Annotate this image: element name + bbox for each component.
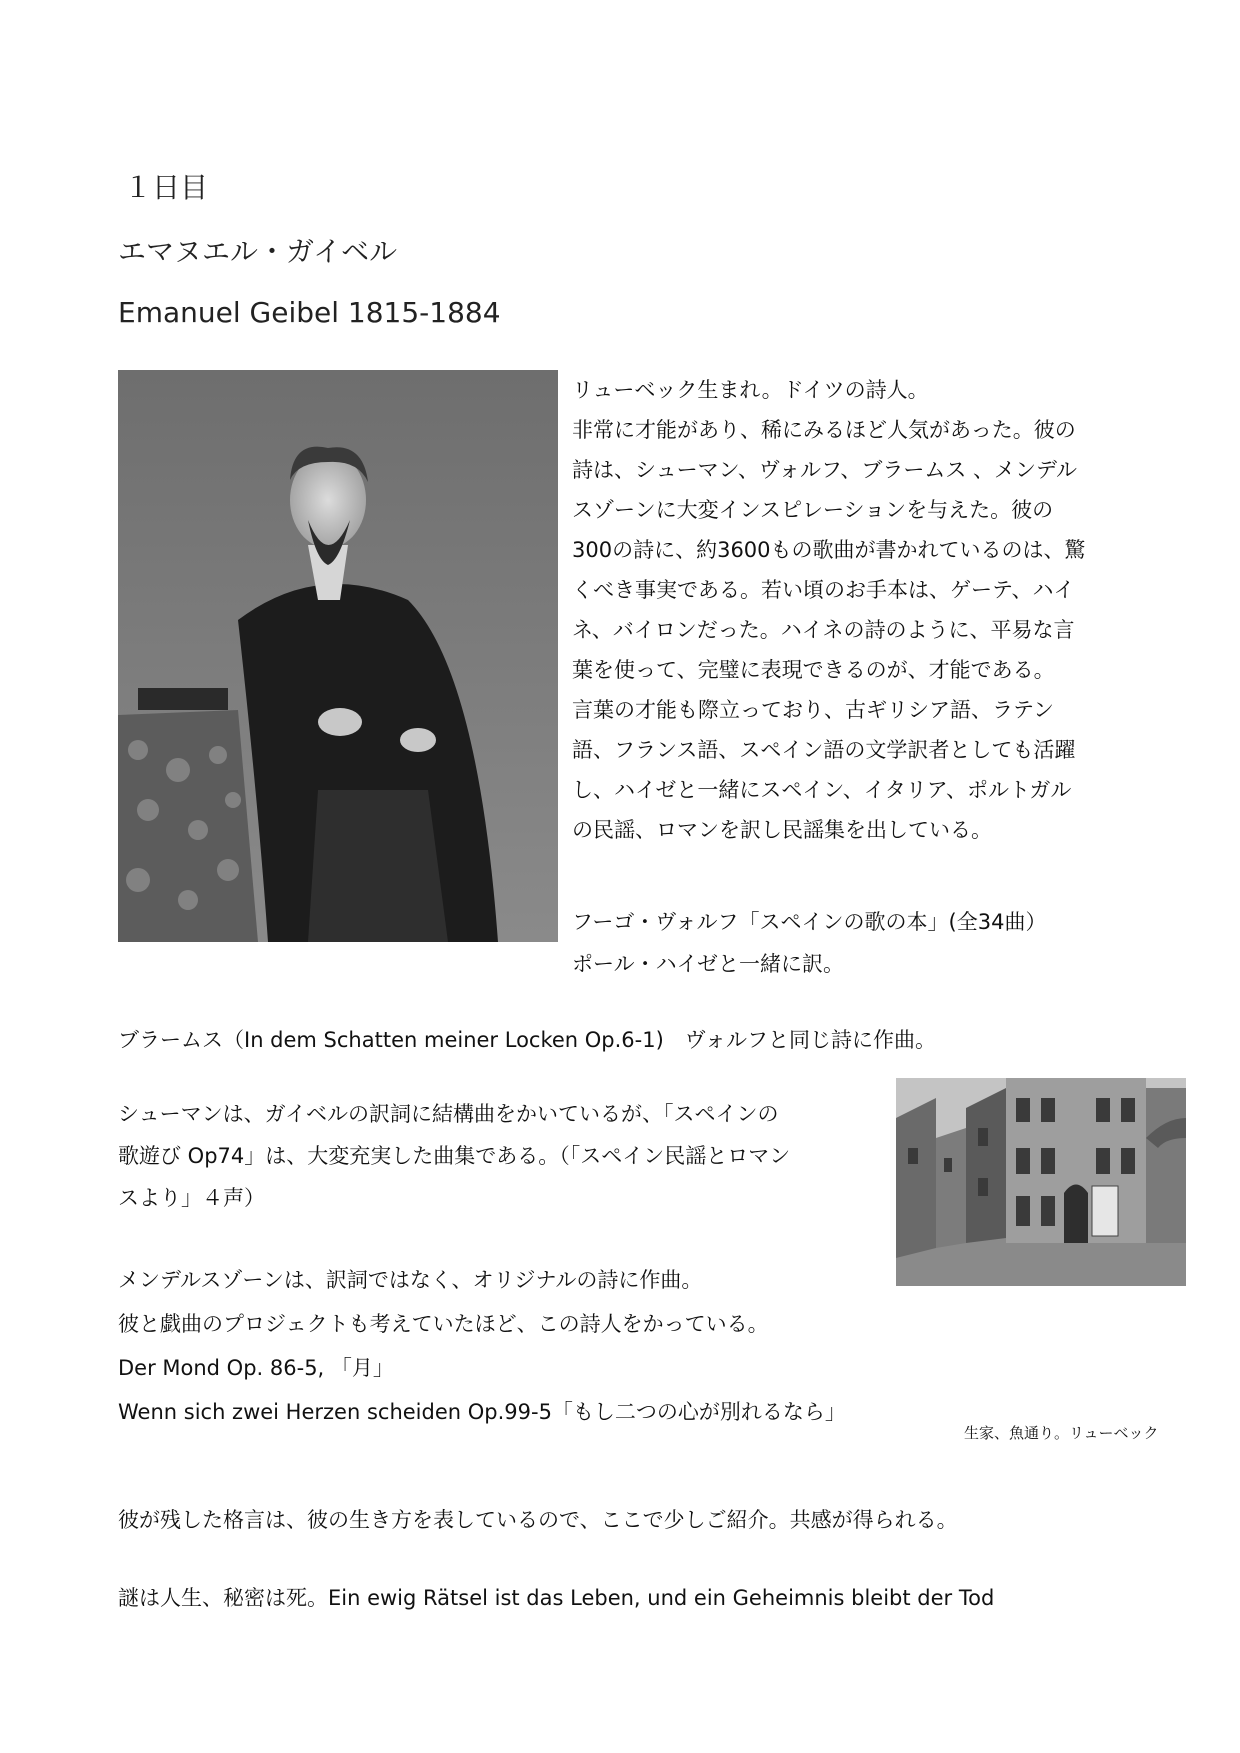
bio-line: 言葉の才能も際立っており、古ギリシア語、ラテン	[572, 698, 1054, 722]
wolf-songbook-line: フーゴ・ヴォルフ「スペインの歌の本」(全34曲）	[572, 910, 1047, 934]
schumann-line: スより」４声）	[118, 1186, 265, 1210]
mendelssohn-paragraph	[118, 1264, 978, 1434]
bio-line: 300の詩に、約3600もの歌曲が書かれているのは、驚	[572, 538, 1086, 562]
wolf-translation-line: ポール・ハイゼと一緒に訳。	[572, 952, 844, 976]
photo-caption: 生家、魚通り。リューベック	[964, 1424, 1159, 1442]
bio-line: 葉を使って、完璧に表現できるのが、才能である。	[572, 658, 1055, 682]
bio-line: の民謡、ロマンを訳し民謡集を出している。	[572, 818, 992, 842]
bio-line: 非常に才能があり、稀にみるほど人気があった。彼の	[572, 418, 1076, 442]
maxim-quote: 謎は人生、秘密は死。Ein ewig Rätsel ist das Leben, und ein Geheimnis bleibt der Tod	[118, 1586, 995, 1610]
bio-line: し、ハイゼと一緒にスペイン、イタリア、ポルトガル	[572, 778, 1072, 802]
day-heading: １日目	[124, 171, 209, 204]
bio-line: 詩は、シューマン、ヴォルフ、ブラームス 、メンデル	[572, 458, 1078, 482]
schumann-line: シューマンは、ガイベルの訳詞に結構曲をかいているが、「スペインの	[118, 1102, 779, 1126]
poet-name-japanese: エマヌエル・ガイベル	[118, 235, 398, 268]
maxim-intro: 彼が残した格言は、彼の生き方を表しているので、ここで少しご紹介。共感が得られる。	[118, 1508, 958, 1532]
bio-line: くべき事実である。若い頃のお手本は、ゲーテ、ハイ	[572, 578, 1075, 602]
schumann-paragraph	[118, 1098, 878, 1228]
mendelssohn-line: Der Mond Op. 86-5, 「月」	[118, 1356, 394, 1380]
mendelssohn-line: メンデルスゾーンは、訳詞ではなく、オリジナルの詩に作曲。	[118, 1268, 703, 1292]
bio-line: ネ、バイロンだった。ハイネの詩のように、平易な言	[572, 618, 1075, 642]
brahms-line: ブラームス（In dem Schatten meiner Locken Op.6-1) ヴォルフと同じ詩に作曲。	[118, 1028, 936, 1052]
biography-paragraph	[572, 374, 1132, 854]
poet-name-english: Emanuel Geibel 1815-1884	[118, 296, 501, 329]
bio-line: リューベック生まれ。ドイツの詩人。	[572, 378, 929, 402]
mendelssohn-line: Wenn sich zwei Herzen scheiden Op.99-5「もし二つの心が別れるなら」	[118, 1400, 846, 1424]
portrait-photo	[118, 370, 558, 942]
birth-house-photo	[896, 1078, 1186, 1286]
schumann-line: 歌遊び Op74」は、大変充実した曲集である。（「スペイン民謡とロマン	[118, 1144, 791, 1168]
bio-line: スゾーンに大変インスピレーションを与えた。彼の	[572, 498, 1054, 522]
bio-line: 語、フランス語、スペイン語の文学訳者としても活躍	[572, 738, 1076, 762]
mendelssohn-line: 彼と戯曲のプロジェクトも考えていたほど、この詩人をかっている。	[118, 1312, 769, 1336]
